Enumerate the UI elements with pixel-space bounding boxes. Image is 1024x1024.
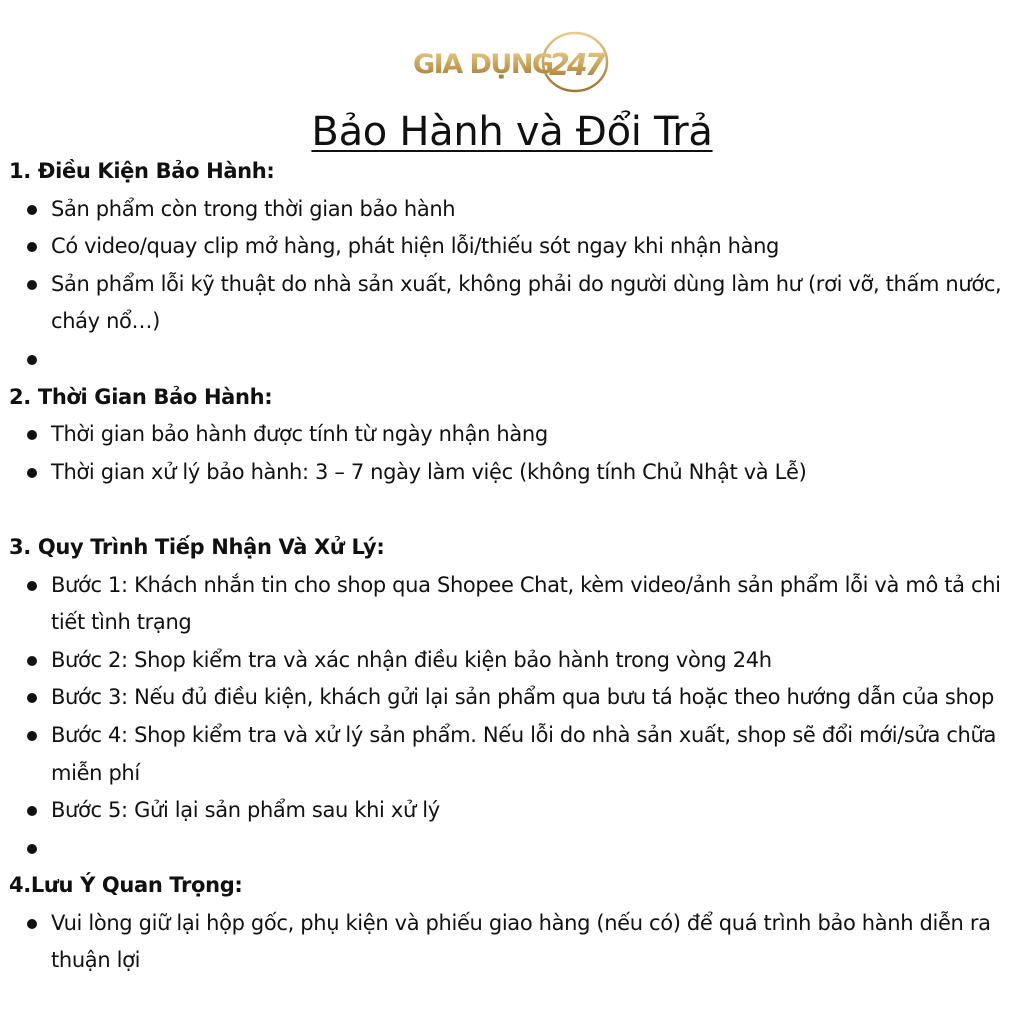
section-heading-warranty-conditions: 1. Điều Kiện Bảo Hành: — [9, 159, 275, 183]
list-item: Sản phẩm còn trong thời gian bảo hành — [9, 191, 1019, 229]
page-title: Bảo Hành và Đổi Trả — [311, 109, 713, 155]
list-item: Vui lòng giữ lại hộp gốc, phụ kiện và phiếu giao hàng (nếu có) để quá trình bảo hành diễn ra thuận lợi — [9, 905, 1019, 980]
svg-text:247: 247 — [549, 48, 603, 83]
list-item: Thời gian xử lý bảo hành: 3 – 7 ngày làm việc (không tính Chủ Nhật và Lễ) — [9, 454, 1019, 492]
section-heading-important-notes: 4.Lưu Ý Quan Trọng: — [9, 873, 243, 898]
list-item: Bước 3: Nếu đủ điều kiện, khách gửi lại sản phẩm qua bưu tá hoặc theo hướng dẫn của shop — [9, 679, 1019, 717]
warranty-period-list — [9, 416, 1019, 491]
list-item: Có video/quay clip mở hàng, phát hiện lỗi/thiếu sót ngay khi nhận hàng — [9, 228, 1019, 266]
svg-text:GIA DỤNG: GIA DỤNG — [413, 49, 553, 80]
list-item: Bước 2: Shop kiểm tra và xác nhận điều kiện bảo hành trong vòng 24h — [9, 642, 1019, 680]
brand-logo-image — [407, 28, 617, 96]
list-item: Bước 5: Gửi lại sản phẩm sau khi xử lý — [9, 792, 1019, 830]
brand-logo — [0, 28, 1024, 96]
list-item: Bước 4: Shop kiểm tra và xử lý sản phẩm. Nếu lỗi do nhà sản xuất, shop sẽ đổi mới/sửa chữa miễn phí — [9, 717, 1019, 792]
important-notes-list — [9, 905, 1019, 980]
section-heading-warranty-period: 2. Thời Gian Bảo Hành: — [9, 384, 273, 409]
process-steps-list — [9, 567, 1019, 868]
list-item: Sản phẩm lỗi kỹ thuật do nhà sản xuất, không phải do người dùng làm hư (rơi vỡ, thấm nước, cháy nổ…) — [9, 266, 1019, 341]
policy-content — [9, 153, 1019, 980]
section-heading-process: 3. Quy Trình Tiếp Nhận Và Xử Lý: — [9, 534, 385, 559]
empty-list-item — [9, 341, 1019, 379]
section-spacer — [9, 491, 1019, 529]
warranty-conditions-list — [9, 191, 1019, 379]
list-item: Bước 1: Khách nhắn tin cho shop qua Shopee Chat, kèm video/ảnh sản phẩm lỗi và mô tả chi tiết tình trạng — [9, 567, 1019, 642]
list-item: Thời gian bảo hành được tính từ ngày nhận hàng — [9, 416, 1019, 454]
empty-list-item — [9, 830, 1019, 868]
